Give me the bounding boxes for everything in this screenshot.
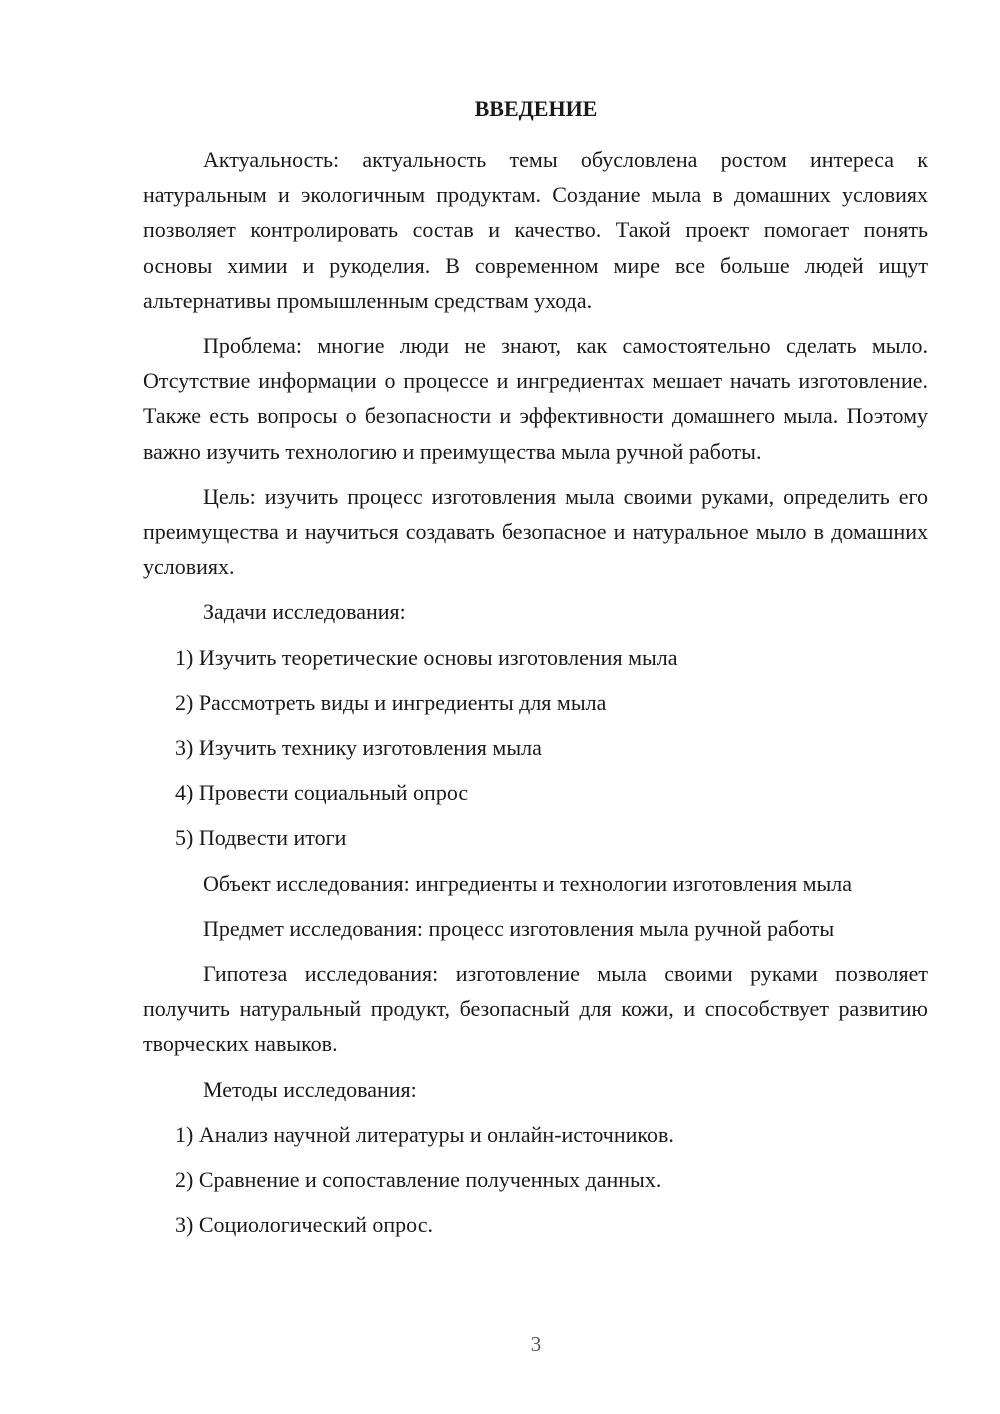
page-number: 3 <box>530 1332 542 1356</box>
method-item: 3) Социологический опрос. <box>175 1212 433 1238</box>
method-item: 2) Сравнение и сопоставление полученных данных. <box>175 1167 662 1193</box>
problem-paragraph: Проблема: многие люди не знают, как самостоятельно сделать мыло. Отсутствие информации о процессе и ингредиентах мешает начать изготовление. Также есть вопросы о безопасности и эффективности домашнего мыла. Поэтому важно изучить технологию и преимущества мыла ручной работы. <box>143 333 928 464</box>
task-item: 2) Рассмотреть виды и ингредиенты для мыла <box>175 689 607 715</box>
hypothesis-paragraph: Гипотеза исследования: изготовление мыла своими руками позволяет получить натуральный продукт, безопасный для кожи, и способствует развитию творческих навыков. <box>143 961 928 1057</box>
object-paragraph: Объект исследования: ингредиенты и технологии изготовления мыла <box>203 870 853 896</box>
document-body <box>143 142 928 1252</box>
task-item: 5) Подвести итоги <box>175 825 347 851</box>
methods-heading: Методы исследования: <box>203 1076 417 1102</box>
subject-paragraph: Предмет исследования: процесс изготовления мыла ручной работы <box>203 915 835 941</box>
goal-paragraph: Цель: изучить процесс изготовления мыла своими руками, определить его преимущества и научиться создавать безопасное и натуральное мыло в домашних условиях. <box>143 483 928 580</box>
task-item: 4) Провести социальный опрос <box>175 780 469 806</box>
page-title: ВВЕДЕНИЕ <box>474 96 598 121</box>
tasks-heading: Задачи исследования: <box>203 599 406 625</box>
method-item: 1) Анализ научной литературы и онлайн-источников. <box>175 1121 674 1147</box>
task-item: 3) Изучить технику изготовления мыла <box>175 735 542 761</box>
task-item: 1) Изучить теоретические основы изготовления мыла <box>175 644 678 670</box>
relevance-paragraph: Актуальность: актуальность темы обусловлена ростом интереса к натуральным и экологичным продуктам. Создание мыла в домашних условиях позволяет контролировать состав и качество. Такой проект помогает понять основы химии и рукоделия. В современном мире все больше людей ищут альтернативы промышленным средствам ухода. <box>143 147 928 313</box>
